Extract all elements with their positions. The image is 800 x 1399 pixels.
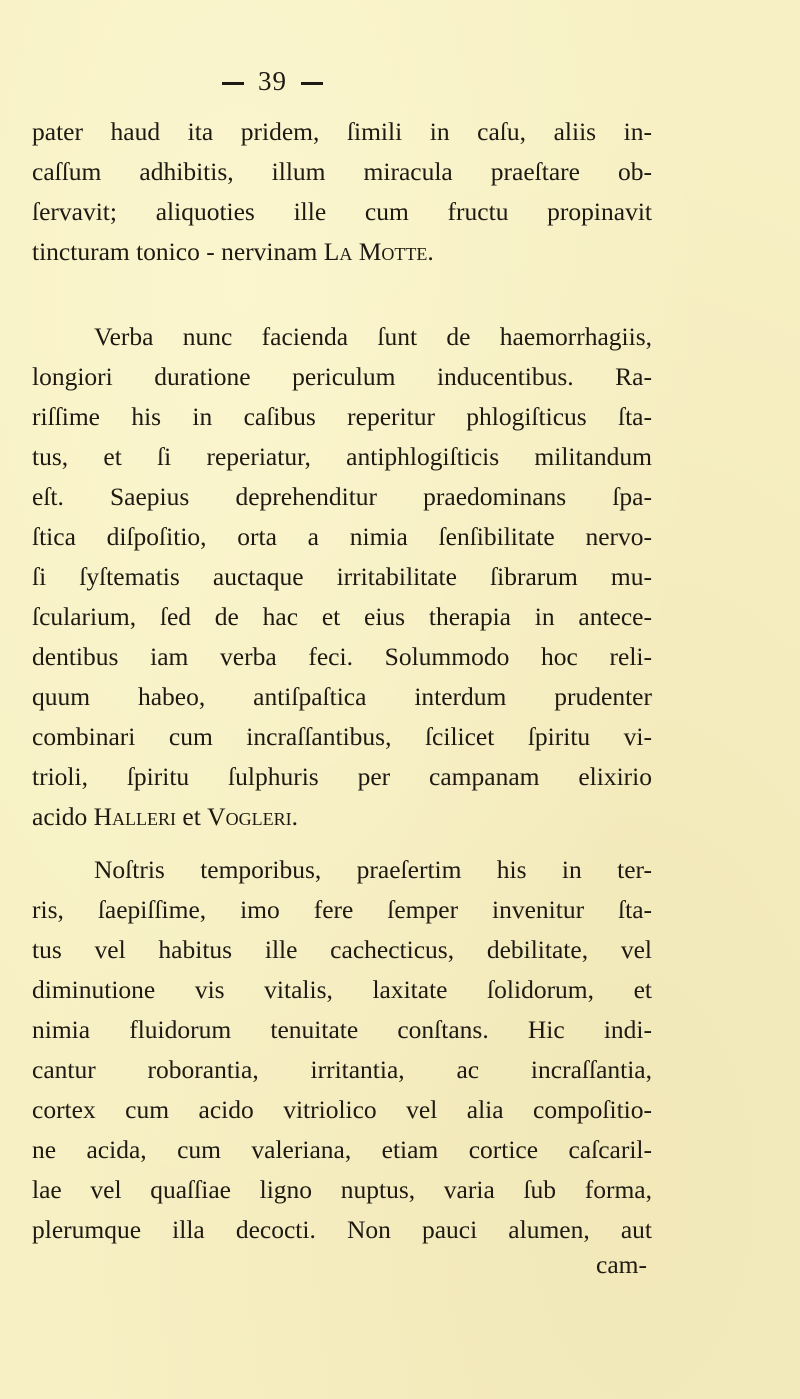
author-name-la-motte: La Motte. — [323, 237, 434, 266]
text-line: trioli, ſpiritu ſulphuris per campanam elixirio — [32, 762, 652, 791]
paragraph-1 — [32, 112, 652, 272]
text-line: caſſum adhibitis, illum miracula praeſtare ob- — [32, 157, 652, 186]
author-name-vogleri: Vogleri. — [207, 802, 298, 831]
text-line: cantur roborantia, irritantia, ac incraſſantia, — [32, 1055, 652, 1084]
text-fragment: acido — [32, 802, 94, 831]
page-number: 39 — [258, 66, 287, 96]
text-line: longiori duratione periculum inducentibus. Ra- — [32, 362, 652, 391]
left-dash-ornament — [222, 82, 244, 85]
text-fragment: tincturam tonico - nervinam — [32, 237, 324, 266]
text-line: pater haud ita pridem, ſimili in caſu, aliis in- — [32, 117, 652, 146]
text-line: riſſime his in caſibus reperitur phlogiſticus ſta- — [32, 402, 652, 431]
text-line: nimia fluidorum tenuitate conſtans. Hic indi- — [32, 1015, 652, 1044]
text-line: quum habeo, antiſpaſtica interdum prudenter — [32, 682, 652, 711]
text-line: eſt. Saepius deprehenditur praedominans ſpa- — [32, 482, 652, 511]
text-line — [32, 797, 652, 837]
text-line: combinari cum incraſſantibus, ſcilicet ſpiritu vi- — [32, 722, 652, 751]
text-line: tus vel habitus ille cachecticus, debilitate, vel — [32, 935, 652, 964]
text-line: ris, ſaepiſſime, imo fere ſemper invenitur ſta- — [32, 895, 652, 924]
text-line — [32, 232, 652, 272]
text-line: ne acida, cum valeriana, etiam cortice caſcaril- — [32, 1135, 652, 1164]
text-line: diminutione vis vitalis, laxitate ſolidorum, et — [32, 975, 652, 1004]
text-line: ſi ſyſtematis auctaque irritabilitate ſibrarum mu- — [32, 562, 652, 591]
text-line: cortex cum acido vitriolico vel alia compoſitio- — [32, 1095, 652, 1124]
author-name-halleri: Halleri — [93, 802, 177, 831]
text-fragment: et — [176, 802, 208, 831]
paragraph-3 — [32, 850, 652, 1250]
text-line: ſcularium, ſed de hac et eius therapia in antece- — [32, 602, 652, 631]
paragraph-2 — [32, 317, 652, 837]
page-number-header — [0, 66, 545, 97]
text-line: dentibus iam verba feci. Solummodo hoc reli- — [32, 642, 652, 671]
text-line: tus, et ſi reperiatur, antiphlogiſticis militandum — [32, 442, 652, 471]
catchword: cam- — [596, 1250, 647, 1279]
right-dash-ornament — [301, 82, 323, 85]
text-line: ſtica diſpoſitio, orta a nimia ſenſibilitate nervo- — [32, 522, 652, 551]
text-line: plerumque illa decocti. Non pauci alumen, aut — [32, 1215, 652, 1244]
text-line: Noſtris temporibus, praeſertim his in ter- — [94, 855, 652, 884]
text-line: Verba nunc facienda ſunt de haemorrhagiis, — [94, 322, 652, 351]
text-line: lae vel quaſſiae ligno nuptus, varia ſub forma, — [32, 1175, 652, 1204]
text-line: ſervavit; aliquoties ille cum fructu propinavit — [32, 197, 652, 226]
